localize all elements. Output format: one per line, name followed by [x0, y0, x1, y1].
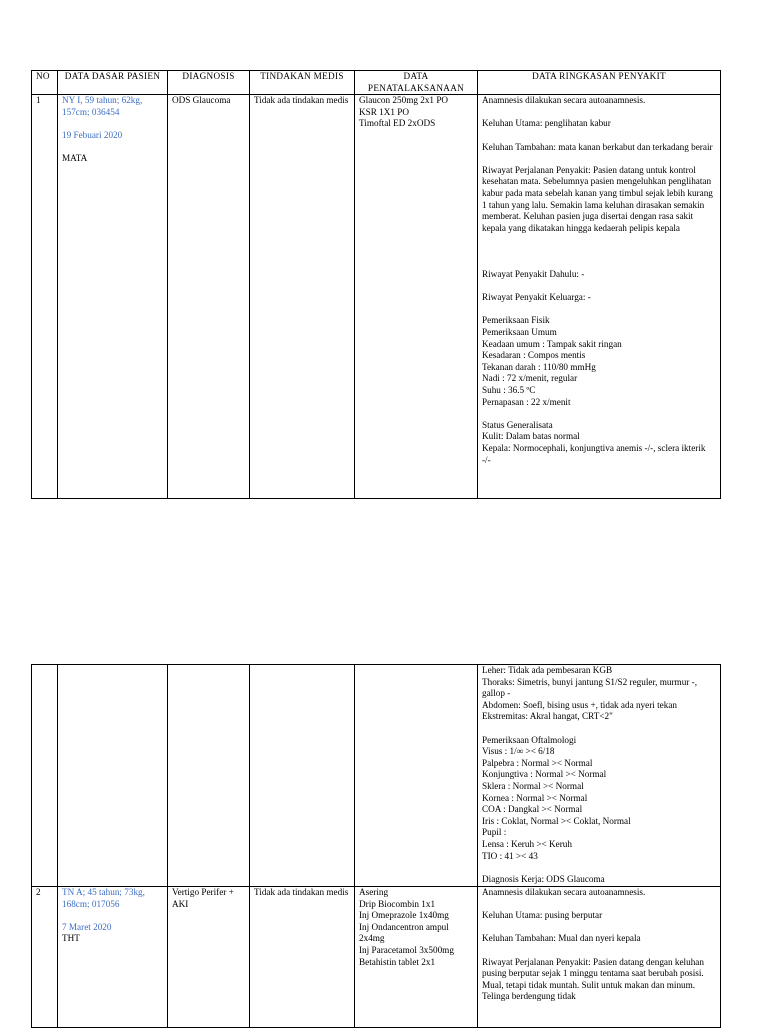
- medication-item: Glaucon 250mg 2x1 PO: [359, 95, 449, 106]
- general-exam-title: Pemeriksaan Umum: [482, 327, 557, 338]
- row-number: 2: [32, 887, 58, 1028]
- additional-complaint: Keluhan Tambahan: Mual dan nyeri kepala: [482, 933, 641, 944]
- medication-item: Timoftal ED 2xODS: [359, 118, 436, 129]
- header-penatalaksanaan: DATA PENATALAKSANAAN: [355, 71, 478, 95]
- patient-info: NY I, 59 tahun; 62kg, 157cm; 036454: [62, 95, 143, 117]
- anamnesis: Anamnesis dilakukan secara autoanamnesis.: [482, 887, 646, 897]
- header-diagnosis: DIAGNOSIS: [168, 71, 250, 95]
- lens: Lensa : Keruh >< Keruh: [482, 838, 572, 849]
- medical-action-cell: Tidak ada tindakan medis: [250, 887, 355, 1028]
- visus: Visus : 1/∞ >< 6/18: [482, 746, 555, 757]
- disease-summary-cell: [478, 95, 721, 499]
- extremity-status: Ekstremitas: Akral hangat, CRT<2": [482, 711, 613, 722]
- ophthalmology-exam-title: Pemeriksaan Oftalmologi: [482, 734, 577, 745]
- patient-info: TN A; 45 tahun; 73kg, 168cm; 017056: [62, 887, 145, 909]
- respiration: Pernapasan : 22 x/menit: [482, 396, 571, 407]
- abdomen-status: Abdomen: Soefl, bising usus +, tidak ada nyeri tekan: [482, 699, 678, 710]
- header-no: NO: [32, 71, 58, 95]
- temperature: Suhu : 36.5 ºC: [482, 385, 536, 396]
- disease-summary-continuation: [478, 665, 721, 887]
- department: THT: [62, 933, 80, 944]
- main-complaint: Keluhan Utama: penglihatan kabur: [482, 118, 611, 129]
- treatment-cell: [355, 95, 478, 499]
- iris: Iris : Coklat, Normal >< Coklat, Normal: [482, 815, 631, 826]
- treatment-cell: [355, 887, 478, 1028]
- general-status-title: Status Generalisata: [482, 419, 553, 430]
- table-row: [32, 95, 721, 499]
- skin-status: Kulit: Dalam batas normal: [482, 431, 580, 442]
- table-row: [32, 887, 721, 1028]
- coa: COA : Dangkal >< Normal: [482, 804, 583, 815]
- medication-item: Inj Ondancentron ampul 2x4mg: [359, 921, 449, 944]
- medication-item: Inj Paracetamol 3x500mg: [359, 944, 454, 955]
- medication-item: Drip Biocombin 1x1: [359, 898, 436, 909]
- past-medical-history: Riwayat Penyakit Dahulu: -: [482, 269, 585, 280]
- pupil: Pupil :: [482, 827, 507, 838]
- header-data-dasar: DATA DASAR PASIEN: [58, 71, 168, 95]
- diagnosis-cell: Vertigo Perifer + AKI: [168, 887, 250, 1028]
- additional-complaint: Keluhan Tambahan: mata kanan berkabut dan terkadang berair: [482, 141, 713, 152]
- cornea: Kornea : Normal >< Normal: [482, 792, 588, 803]
- disease-history: Riwayat Perjalanan Penyakit: Pasien datang dengan keluhan pusing berputar sejak 1 minggu tentama saat berubah posisi. Mual, tetapi tidak muntah. Sulit untuk makan dan minum. Telinga berdengung tidak: [482, 956, 704, 1002]
- disease-history: Riwayat Perjalanan Penyakit: Pasien datang untuk kontrol kesehatan mata. Sebelumnya pasien mengeluhkan penglihatan kabur pada mata sebelah kanan yang timbul sejak lebih kurang 1 tahun yang lalu. Semakin lama keluhan dirasakan semakin memberat. Keluhan pasien juga disertai dengan rasa sakit kepala yang dikatakan hingga kedaerah pelipis kepala: [482, 164, 713, 233]
- medical-action-cell: Tidak ada tindakan medis: [250, 95, 355, 499]
- visit-date: 19 Febuari 2020: [62, 129, 123, 140]
- patient-table-page-1: [31, 70, 721, 499]
- visit-date: 7 Maret 2020: [62, 921, 112, 932]
- medication-item: Asering: [359, 887, 389, 897]
- medication-item: Betahistin tablet 2x1: [359, 956, 436, 967]
- main-complaint: Keluhan Utama: pusing berputar: [482, 910, 603, 921]
- thorax-status: Thoraks: Simetris, bunyi jantung S1/S2 reguler, murmur -, gallop -: [482, 676, 698, 699]
- header-tindakan: TINDAKAN MEDIS: [250, 71, 355, 95]
- patient-basic-data: [58, 887, 168, 1028]
- header-ringkasan: DATA RINGKASAN PENYAKIT: [478, 71, 721, 95]
- row-number: 1: [32, 95, 58, 499]
- general-condition: Keadaan umum : Tampak sakit ringan: [482, 338, 622, 349]
- conjunctiva: Konjungtiva : Normal >< Normal: [482, 769, 607, 780]
- consciousness: Kesadaran : Compos mentis: [482, 350, 586, 361]
- patient-basic-data: [58, 95, 168, 499]
- diagnosis-cell: ODS Glaucoma: [168, 95, 250, 499]
- medication-item: Inj Omeprazole 1x40mg: [359, 910, 449, 921]
- anamnesis: Anamnesis dilakukan secara autoanamnesis.: [482, 95, 646, 106]
- department: MATA: [62, 153, 88, 164]
- disease-summary-cell: [478, 887, 721, 1028]
- neck-status: Leher: Tidak ada pembesaran KGB: [482, 665, 613, 675]
- physical-exam-title: Pemeriksaan Fisik: [482, 315, 550, 326]
- intraocular-pressure: TIO : 41 >< 43: [482, 850, 538, 861]
- pulse: Nadi : 72 x/menit, regular: [482, 373, 578, 384]
- table-row: [32, 665, 721, 887]
- working-diagnosis: Diagnosis Kerja: ODS Glaucoma: [482, 873, 605, 884]
- medication-item: KSR 1X1 PO: [359, 106, 410, 117]
- blood-pressure: Tekanan darah : 110/80 mmHg: [482, 361, 596, 372]
- palpebra: Palpebra : Normal >< Normal: [482, 757, 593, 768]
- head-status: Kepala: Normocephali, konjungtiva anemis -/-, sclera ikterik -/-: [482, 443, 706, 465]
- table-header-row: [32, 71, 721, 95]
- sclera: Sklera : Normal >< Normal: [482, 780, 584, 791]
- patient-table-page-2: [31, 664, 721, 1028]
- family-history: Riwayat Penyakit Keluarga: -: [482, 292, 591, 303]
